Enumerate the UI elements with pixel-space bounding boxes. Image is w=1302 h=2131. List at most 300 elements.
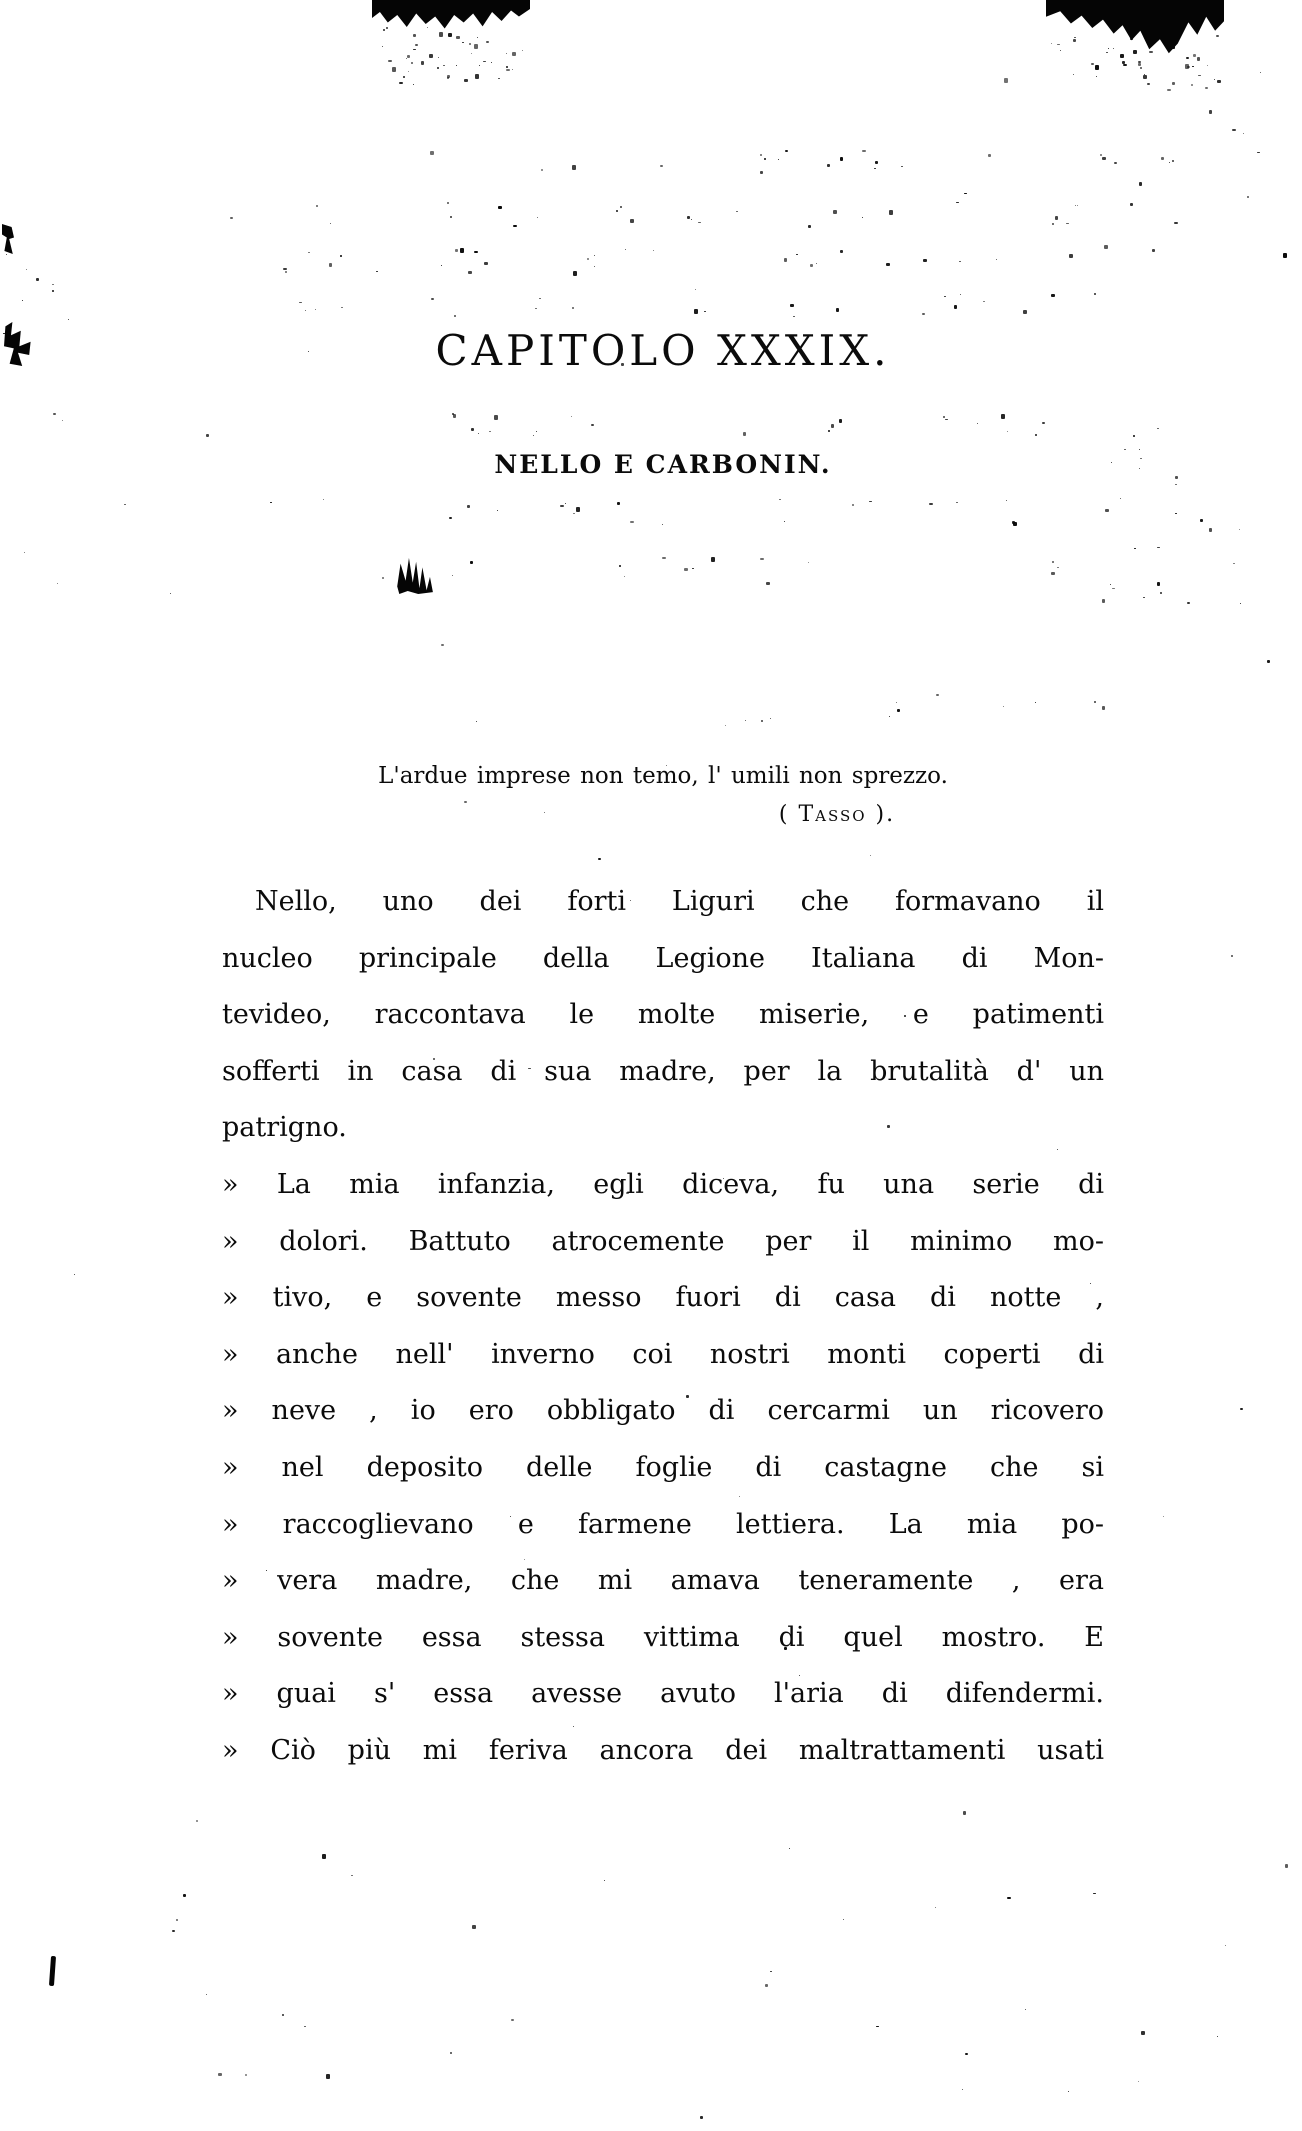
scan-speck (964, 193, 967, 194)
scan-speck (1198, 75, 1201, 76)
scan-speck (1052, 223, 1054, 225)
scan-speck (206, 434, 209, 437)
scan-speck (1205, 87, 1208, 89)
scan-speck (962, 2089, 963, 2090)
scan-speck (1283, 253, 1287, 258)
scan-speck (452, 575, 453, 576)
scan-speck (1102, 599, 1105, 603)
scan-speck (539, 298, 541, 299)
scan-speck (963, 1811, 966, 1815)
scan-speck (1225, 1945, 1226, 1946)
scan-speck (483, 61, 486, 62)
scan-speck (427, 27, 428, 28)
scan-speck (1187, 602, 1190, 604)
scan-speck (124, 504, 126, 505)
scan-speck (1120, 54, 1124, 58)
scan-speck (923, 259, 927, 262)
scan-speck (533, 435, 534, 436)
scan-speck (1175, 513, 1177, 514)
scan-speck (770, 718, 771, 719)
scan-speck (1104, 245, 1108, 249)
scan-speck (1185, 64, 1189, 69)
scan-speck (406, 58, 407, 59)
scan-speck (996, 259, 997, 260)
scan-speck (1169, 162, 1170, 163)
scan-speck (944, 296, 946, 297)
scan-speck (960, 294, 961, 295)
scan-speck (430, 151, 434, 155)
scan-speck (1001, 414, 1005, 419)
scan-speck (889, 210, 893, 215)
scan-speck (684, 568, 688, 571)
scan-speck (725, 725, 726, 726)
scan-speck (1069, 254, 1073, 258)
scan-speck (692, 568, 694, 569)
scan-speck (447, 77, 449, 79)
scan-speck (1141, 2031, 1145, 2035)
scan-speck (576, 507, 580, 512)
scan-speck (793, 316, 795, 317)
scan-speck (977, 423, 978, 424)
scan-speck (1240, 1408, 1243, 1410)
scan-speck (816, 263, 817, 264)
scan-speck (1051, 572, 1055, 575)
scan-speck (413, 49, 416, 50)
scan-speck (1134, 548, 1136, 549)
scan-speck (956, 502, 958, 503)
scan-speck (901, 166, 903, 167)
scan-speck (1233, 563, 1235, 564)
scan-speck (1102, 157, 1106, 160)
scan-speck (869, 501, 872, 502)
scan-speck (62, 420, 63, 421)
scan-speck (506, 69, 510, 71)
scan-speck (474, 251, 478, 253)
scan-speck (936, 694, 939, 696)
scan-speck (1112, 588, 1115, 589)
scan-speck (26, 269, 27, 270)
scan-speck (1240, 603, 1241, 604)
scan-speck (196, 1820, 198, 1822)
scan-speck (1139, 468, 1140, 469)
scan-speck (1096, 76, 1097, 77)
scan-speck (886, 263, 890, 266)
scan-speck (52, 290, 54, 292)
scan-speck (945, 419, 948, 420)
scan-speck (1123, 64, 1127, 66)
scan-speck (1120, 498, 1121, 499)
scan-speck (1091, 63, 1094, 65)
scan-speck (831, 424, 834, 428)
scan-speck (172, 1930, 175, 1932)
scan-speck (476, 721, 477, 722)
scan-speck (1140, 458, 1142, 459)
scan-speck (843, 1919, 844, 1920)
scan-speck (1114, 162, 1117, 164)
scan-speck (704, 311, 706, 312)
scan-speck (1139, 182, 1142, 186)
scan-speck (840, 250, 843, 253)
scan-speck (1095, 65, 1099, 70)
body-line: » tivo, e sovente messo fuori di casa di notte , (222, 1282, 1104, 1314)
scan-speck (456, 65, 457, 66)
scan-speck (1157, 547, 1160, 548)
scan-speck (828, 430, 830, 432)
scan-speck (383, 29, 385, 31)
body-line: » dolori. Battuto atrocemente per il minimo mo- (222, 1225, 1104, 1257)
scan-speck (441, 265, 442, 266)
scan-speck (326, 2074, 330, 2079)
scan-speck (1257, 152, 1260, 153)
scan-speck (698, 222, 701, 223)
scan-speck (68, 319, 69, 320)
scan-speck (386, 27, 388, 29)
ink-blob (4, 322, 32, 366)
scan-speck (943, 416, 945, 418)
scan-speck (1192, 66, 1194, 67)
scan-speck (1163, 1516, 1164, 1517)
scan-speck (1108, 48, 1109, 49)
scan-speck (1172, 45, 1175, 49)
scan-speck (1035, 702, 1036, 703)
scan-speck (218, 2073, 222, 2076)
scan-speck (630, 521, 634, 523)
scan-speck (1197, 57, 1200, 61)
scan-speck (1007, 431, 1008, 432)
scan-speck (808, 562, 809, 563)
body-line: tevideo, raccontava le molte miserie, e patimenti (222, 999, 1104, 1031)
scan-speck (598, 858, 601, 860)
scan-speck (388, 60, 392, 62)
scan-speck (760, 154, 762, 156)
scan-speck (437, 67, 439, 69)
scan-speck (1100, 154, 1102, 156)
scan-speck (448, 33, 452, 37)
scan-speck (1172, 82, 1175, 85)
scan-speck (376, 271, 378, 272)
scan-speck (6, 254, 7, 255)
scan-speck (870, 855, 871, 856)
scan-speck (74, 1274, 75, 1275)
scan-speck (439, 32, 443, 37)
scan-speck (711, 557, 715, 562)
scan-speck (1243, 133, 1244, 134)
scan-speck (573, 271, 577, 276)
scan-speck (988, 154, 991, 157)
scan-speck (322, 1854, 326, 1859)
scan-speck (230, 217, 233, 219)
scan-speck (1157, 428, 1159, 429)
scan-speck (1149, 51, 1153, 53)
scan-speck (810, 264, 813, 267)
scan-speck (1232, 129, 1236, 131)
scan-speck (455, 249, 458, 252)
scan-speck (36, 278, 39, 281)
scan-speck (1133, 435, 1135, 437)
scan-speck (625, 249, 626, 250)
scan-speck (766, 582, 770, 585)
scan-speck (392, 67, 396, 72)
scan-speck (57, 583, 58, 584)
scan-speck (876, 2026, 879, 2027)
scan-speck (1060, 50, 1061, 51)
scan-speck (491, 62, 492, 63)
scan-speck (1175, 476, 1178, 479)
scan-speck (471, 428, 474, 431)
scan-speck (206, 1994, 207, 1995)
scan-speck (408, 71, 409, 72)
scan-speck (1052, 561, 1054, 563)
scan-speck (329, 263, 332, 267)
scan-speck (450, 216, 452, 218)
scan-speck (760, 558, 764, 560)
scan-speck (535, 308, 537, 309)
scan-speck (449, 517, 452, 519)
scan-speck (1110, 584, 1111, 585)
scan-speck (560, 505, 564, 507)
scan-speck (745, 720, 746, 721)
scan-speck (897, 709, 900, 712)
scan-speck (784, 258, 787, 262)
scan-speck (624, 576, 625, 577)
scan-speck (630, 219, 634, 223)
scan-speck (340, 255, 342, 257)
scan-speck (779, 499, 781, 500)
scan-speck (450, 2052, 452, 2054)
body-line: » raccoglievano e farmene lettiera. La mia po- (222, 1508, 1104, 1540)
scan-speck (1160, 592, 1162, 594)
scan-speck (1102, 706, 1105, 710)
scan-speck (283, 268, 287, 270)
scan-speck (1138, 2081, 1139, 2082)
scan-speck (1093, 1893, 1096, 1894)
scan-speck (512, 52, 516, 56)
scan-speck (808, 225, 811, 228)
scan-speck (594, 266, 595, 267)
scan-speck (53, 413, 56, 415)
scan-speck (447, 202, 449, 204)
scan-speck (784, 521, 785, 522)
scan-speck (456, 36, 460, 39)
body-line: » La mia infanzia, egli diceva, fu una serie di (222, 1168, 1104, 1200)
scan-speck (1094, 701, 1096, 703)
scan-speck (1007, 1897, 1011, 1899)
scan-speck (541, 169, 543, 171)
scan-speck (1023, 310, 1027, 314)
scan-speck (415, 44, 418, 46)
section-title: NELLO E CARBONIN. (494, 450, 832, 479)
scan-speck (1239, 529, 1240, 530)
scan-speck (1285, 1864, 1288, 1868)
scan-speck (1167, 89, 1171, 91)
scan-speck (441, 644, 444, 646)
scan-speck (1073, 39, 1076, 42)
scan-speck (785, 150, 788, 152)
scan-speck (285, 271, 287, 273)
scan-speck (494, 415, 498, 420)
scan-speck (1267, 660, 1270, 663)
scan-speck (479, 65, 480, 66)
scan-speck (862, 217, 863, 218)
scan-speck (764, 158, 766, 160)
scan-speck (1105, 509, 1109, 512)
scan-speck (1247, 196, 1249, 198)
body-line: » neve , io ero obbligato di cercarmi un ricovero (222, 1395, 1104, 1427)
scan-speck (464, 79, 468, 82)
scan-speck (407, 55, 410, 58)
scan-speck (24, 552, 25, 553)
scan-speck (429, 54, 433, 58)
scan-speck (454, 315, 456, 317)
scan-speck (1068, 2091, 1069, 2092)
scan-speck (470, 561, 473, 564)
ink-blob (49, 1956, 56, 1986)
scan-speck (1006, 500, 1007, 501)
scan-speck (305, 310, 306, 311)
scan-speck (852, 504, 854, 506)
scan-speck (413, 34, 416, 37)
body-line: » vera madre, che mi amava teneramente , era (222, 1565, 1104, 1597)
scan-speck (691, 219, 692, 220)
scan-speck (489, 431, 491, 432)
scan-speck (694, 309, 698, 314)
scan-speck (761, 720, 763, 722)
scan-speck (1124, 449, 1126, 450)
scan-speck (1074, 37, 1076, 38)
scan-speck (956, 202, 959, 203)
epigraph-text: L'ardue imprese non temo, l' umili non sprezzo. (378, 763, 948, 789)
scan-speck (796, 254, 798, 255)
scan-speck (839, 419, 842, 423)
scan-speck (889, 716, 890, 717)
scan-speck (460, 248, 464, 253)
scan-speck (1143, 75, 1147, 79)
ink-blob (393, 556, 435, 594)
scan-speck (1051, 294, 1055, 297)
scan-speck (1152, 249, 1155, 252)
scan-speck (431, 298, 434, 300)
scan-speck (170, 593, 171, 594)
scan-speck (833, 210, 837, 214)
ink-blob (2, 224, 14, 254)
scan-speck (790, 304, 794, 307)
scan-speck (1094, 293, 1096, 295)
scan-speck (315, 309, 316, 310)
scan-speck (52, 284, 54, 285)
scan-speck (472, 1925, 476, 1929)
scan-speck (403, 76, 405, 78)
scan-speck (935, 1907, 936, 1908)
scan-speck (1193, 54, 1196, 57)
scan-speck (874, 168, 876, 169)
scan-speck (282, 2014, 284, 2016)
scan-speck (304, 2026, 306, 2027)
scan-speck (572, 307, 574, 309)
scan-speck (983, 301, 985, 302)
scan-speck (497, 510, 498, 511)
scan-speck (351, 1875, 353, 1876)
scan-speck (1073, 74, 1074, 75)
scan-speck (1066, 223, 1069, 224)
scan-speck (323, 499, 324, 500)
scan-speck (1004, 78, 1008, 83)
scan-speck (1035, 434, 1037, 436)
chapter-heading: CAPITOLO XXXIX. (435, 326, 891, 375)
scan-speck (1214, 79, 1215, 80)
scan-speck (341, 307, 343, 308)
scan-speck (594, 255, 595, 256)
scan-speck (619, 565, 621, 567)
scan-speck (1217, 80, 1221, 83)
scan-speck (471, 53, 472, 54)
scan-speck (1216, 35, 1219, 37)
scan-speck (760, 171, 763, 174)
scan-speck (511, 2019, 514, 2021)
scan-speck (1209, 528, 1212, 532)
scan-speck (778, 159, 779, 160)
scan-speck (506, 66, 508, 68)
scan-speck (513, 225, 517, 227)
scan-speck (662, 524, 663, 525)
scan-speck (1200, 519, 1203, 522)
scan-speck (1111, 462, 1112, 463)
scan-speck (1175, 484, 1177, 485)
scan-speck (299, 302, 302, 303)
scan-speck (617, 502, 620, 505)
scan-speck (616, 210, 618, 212)
scan-speck (922, 313, 925, 315)
scan-speck (1130, 203, 1133, 206)
scan-speck (474, 44, 478, 49)
scan-speck (1140, 67, 1142, 69)
scan-speck (536, 431, 537, 432)
scan-speck (1025, 2009, 1026, 2010)
scan-speck (700, 2116, 703, 2119)
scan-speck (245, 2074, 247, 2076)
scan-speck (1147, 83, 1150, 85)
body-text (222, 874, 1104, 1780)
scan-speck (572, 165, 576, 170)
scan-speck (468, 271, 472, 274)
scan-speck (1077, 205, 1078, 206)
scan-speck (836, 308, 839, 312)
scan-speck (959, 261, 961, 262)
scan-speck (1139, 449, 1140, 450)
scan-speck (477, 37, 478, 38)
scan-speck (827, 164, 830, 167)
scan-speck (512, 69, 513, 70)
scan-speck (469, 43, 471, 45)
scan-speck (443, 65, 445, 66)
scan-speck (954, 305, 957, 309)
body-line: » guai s' essa avesse avuto l'aria di difendermi. (222, 1678, 1104, 1710)
scan-speck (316, 205, 318, 207)
scan-speck (1106, 52, 1108, 53)
body-line: » Ciò più mi feriva ancora dei maltrattamenti usati (222, 1734, 1104, 1766)
scan-speck (653, 250, 654, 251)
body-line: » sovente essa stessa vittima di quel mostro. E (222, 1621, 1104, 1653)
scan-speck (1051, 43, 1052, 44)
scan-speck (462, 42, 464, 43)
scan-speck (498, 206, 502, 209)
scan-speck (1157, 582, 1160, 586)
scan-speck (438, 57, 439, 58)
scan-speck (840, 157, 843, 161)
scan-speck (382, 577, 384, 579)
scan-speck (1191, 84, 1193, 86)
ink-smudge-top-right (1046, 0, 1224, 56)
scan-speck (1057, 44, 1060, 45)
